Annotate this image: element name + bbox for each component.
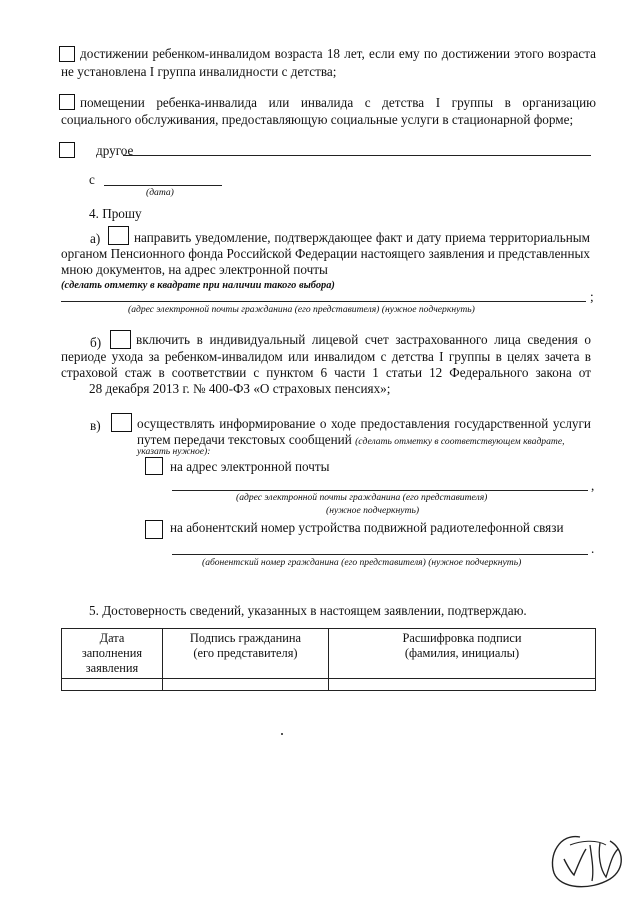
decryption-column-header (329, 629, 596, 679)
option-c-line2-text: путем передачи текстовых сообщений (137, 432, 352, 447)
signature-table-row (62, 678, 596, 690)
signature-column-header (163, 629, 329, 679)
option-b-letter: б) (90, 335, 102, 350)
sms-email-caption2: (нужное подчеркнуть) (326, 505, 420, 516)
sms-phone-line[interactable] (172, 554, 588, 555)
other-input-line[interactable] (123, 155, 591, 156)
option-a-line3: мною документов, на адрес электронной почты (61, 262, 328, 277)
other-label: другое (96, 143, 134, 158)
checkbox-placement[interactable] (59, 94, 75, 110)
placement-line1: помещении ребенка-инвалида или инвалида с детства I группы в организацию (80, 95, 596, 110)
age18-line1: достижении ребенком-инвалидом возраста 18 лет, если ему по достижении этого возраста (80, 46, 596, 61)
option-a-end: ; (590, 289, 594, 304)
option-c-line1: осуществлять информирование о ходе предоставления государственной услуги (137, 416, 591, 431)
signature-table-header (62, 629, 596, 679)
signature-table (61, 628, 596, 691)
option-a-line2: органом Пенсионного фонда Российской Федерации настоящего заявления и представленных (61, 246, 590, 261)
age18-line2: не установлена I группа инвалидности с детства; (61, 64, 337, 79)
sms-email-end: , (591, 478, 595, 493)
date-caption: (дата) (146, 187, 174, 198)
option-a-letter: а) (90, 231, 101, 246)
option-b-line2: периоде ухода за ребенком-инвалидом или инвалидом с детства I группы в целях зачета в (61, 349, 591, 364)
option-a-line1: направить уведомление, подтверждающее факт и дату приема территориальным (134, 230, 590, 245)
checkbox-other[interactable] (59, 142, 75, 158)
sms-phone-end: . (591, 541, 595, 556)
header-text: (фамилия, инициалы) (404, 645, 520, 660)
option-c-line2-note: (сделать отметку в соответствующем квадрате, (355, 436, 565, 447)
section4-heading: 4. Прошу (89, 206, 142, 221)
header-text: Дата (99, 631, 125, 645)
option-b-line1: включить в индивидуальный лицевой счет застрахованного лица сведения о (136, 332, 591, 347)
header-text: заполнения (81, 645, 143, 660)
handwritten-signature-icon (540, 815, 630, 895)
option-a-email-caption: (адрес электронной почты гражданина (его представителя) (нужное подчеркнуть) (128, 304, 475, 315)
stray-dot (281, 733, 283, 735)
option-b-line3: страховой стаж в соответствии с пунктом 6 части 1 статьи 12 Федерального закона от (61, 365, 591, 380)
header-text: Расшифровка подписи (402, 631, 522, 645)
option-a-note: (сделать отметку в квадрате при наличии такого выбора) (61, 280, 335, 291)
header-text: заявления (85, 660, 139, 675)
option-a-email-line[interactable] (61, 301, 586, 302)
checkbox-sms-phone[interactable] (145, 520, 163, 539)
decryption-cell[interactable] (329, 678, 596, 690)
date-prefix: с (89, 172, 95, 187)
date-input-line[interactable] (104, 185, 222, 186)
sms-email-line[interactable] (172, 490, 588, 491)
option-c-letter: в) (90, 418, 101, 433)
sms-email-caption1: (адрес электронной почты гражданина (его представителя) (236, 492, 488, 503)
section5-heading: 5. Достоверность сведений, указанных в настоящем заявлении, подтверждаю. (89, 603, 527, 618)
option-b-line4: 28 декабря 2013 г. № 400-ФЗ «О страховых пенсиях»; (89, 381, 391, 396)
date-cell[interactable] (62, 678, 163, 690)
checkbox-sms-email[interactable] (145, 457, 163, 475)
sms-email-label: на адрес электронной почты (170, 459, 330, 474)
date-column-header (62, 629, 163, 679)
checkbox-option-b[interactable] (110, 330, 131, 349)
checkbox-option-c[interactable] (111, 413, 132, 432)
option-c-line3-note: указать нужное): (137, 446, 211, 457)
checkbox-option-a[interactable] (108, 226, 129, 245)
sms-phone-label: на абонентский номер устройства подвижной радиотелефонной связи (170, 520, 564, 535)
checkbox-age18[interactable] (59, 46, 75, 62)
signature-cell[interactable] (163, 678, 329, 690)
placement-line2: социального обслуживания, предоставляющую социальные услуги в стационарной форме; (61, 112, 574, 127)
header-text: Подпись гражданина (189, 631, 302, 645)
header-text: (его представителя) (193, 645, 298, 660)
sms-phone-caption: (абонентский номер гражданина (его представителя) (нужное подчеркнуть) (202, 557, 522, 568)
